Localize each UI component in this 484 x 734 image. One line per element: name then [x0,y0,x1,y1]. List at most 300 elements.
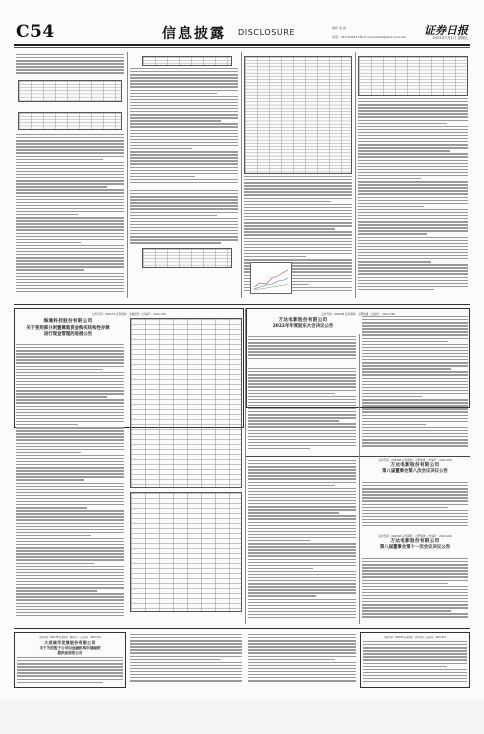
text-line [362,393,468,394]
notice-codes: 证券代码：002208 证券简称：合肥城建 公告编号：2022-038 [321,313,395,316]
text-line [248,488,356,489]
masthead-rule-thin [14,47,470,48]
text-line [358,107,468,108]
text-line [16,366,124,367]
text-line [16,362,124,363]
text-line [16,406,124,407]
text-line [248,592,356,593]
text-line [16,535,91,536]
column-rule [359,334,360,624]
text-line [16,72,124,73]
text-line [16,409,124,410]
text-line [358,249,468,250]
text-line [244,225,352,226]
text-line [358,212,468,213]
text-line [358,221,468,222]
text-line [16,223,124,224]
text-line [362,500,468,501]
text-line [248,665,356,666]
text-line [130,170,238,171]
text-line [130,142,238,143]
text-line [130,154,238,155]
text-line [363,675,467,676]
text-line [248,595,316,596]
text-line [358,264,468,265]
text-line [358,132,468,133]
text-line [130,105,238,106]
text-line [16,134,124,135]
text-line [16,529,124,530]
text-line [16,57,124,58]
text-line [16,239,124,240]
body-text [362,482,468,530]
text-line [16,359,124,360]
text-line [248,380,356,381]
text-line [16,177,124,178]
text-line [358,240,468,241]
body-text [130,68,238,188]
text-line [248,336,356,337]
text-line [16,544,124,545]
text-line [130,236,238,237]
text-line [16,390,124,391]
text-line [248,512,339,513]
text-line [362,558,468,559]
text-line [248,436,356,437]
text-line [358,150,450,151]
text-line [362,485,468,486]
text-line [16,476,124,477]
text-line [362,418,468,419]
text-line [358,255,468,256]
text-line [248,559,356,560]
body-text [16,344,124,622]
text-line [16,266,124,267]
notice-title: 第八届董事会第八次会议决议公告 [382,469,448,474]
text-line [358,187,468,188]
text-line [362,598,468,599]
text-line [248,668,356,669]
text-line [244,231,352,232]
text-line [248,408,356,409]
text-line [248,543,356,544]
text-line [16,208,124,209]
text-line [16,356,124,357]
text-line [362,436,468,437]
text-line [362,570,468,571]
text-line [248,546,356,547]
text-line [362,507,448,508]
text-line [358,101,468,102]
text-line [362,350,468,351]
text-line [16,526,124,527]
text-line [358,277,468,278]
text-line [358,126,468,127]
text-line [16,584,124,585]
text-line [16,196,124,197]
notice-title: 2022年年度股东大会决议公告 [272,324,334,329]
text-line [248,608,356,609]
text-line [248,602,356,603]
text-line [16,603,124,604]
text-line [130,224,238,225]
text-line [248,552,356,553]
text-line [244,241,352,242]
text-line [130,77,238,78]
text-line [248,534,356,535]
text-line [248,611,356,612]
text-line [16,470,124,471]
text-line [362,604,468,605]
text-line [16,63,124,64]
text-line [16,214,78,215]
text-line [248,515,356,516]
text-line [358,172,468,173]
text-line [130,190,238,191]
text-line [363,647,467,648]
text-line [248,565,356,566]
notice-wanfang-board8-body-right [360,480,470,532]
text-line [16,504,124,505]
text-line [16,615,124,616]
text-line [16,421,124,422]
text-line [17,672,123,673]
text-line [130,680,242,681]
text-line [16,54,124,55]
text-line [16,572,124,573]
text-line [16,507,87,508]
text-line [362,331,468,332]
text-line [16,226,124,227]
text-line [130,208,238,209]
text-line [16,612,124,613]
notice-title-line2: 进行现金管理的进展公告 [43,332,93,337]
text-line [16,69,124,70]
text-line [358,120,468,121]
text-line [248,617,356,618]
text-line [130,108,238,109]
text-line [362,334,468,335]
text-line [358,166,468,167]
text-line [358,218,468,219]
notice-wanfang-board11-head [360,534,470,554]
data-table [244,56,352,174]
text-line [362,399,468,400]
text-line [130,668,242,669]
notice-wanfang-board8-body-left [246,458,358,624]
text-line [16,276,124,277]
text-line [363,644,467,645]
text-line [130,205,238,206]
text-line [358,280,468,281]
column-rule [355,52,356,298]
structured-deposit-table [130,492,242,612]
text-line [130,677,242,678]
text-line [362,347,468,348]
text-line [16,369,103,370]
text-line [16,174,124,175]
text-line [16,458,124,459]
text-line [16,436,124,437]
text-line [363,663,467,664]
text-line [130,218,238,219]
text-line [358,113,468,114]
text-line [16,575,124,576]
text-line [16,372,124,373]
text-line [244,256,306,257]
text-line [17,682,103,683]
text-line [16,251,124,252]
text-line [17,679,123,680]
text-line [362,427,468,428]
text-line [16,189,124,190]
text-line [248,531,356,532]
text-line [248,348,356,349]
text-line [16,427,124,428]
text-line [16,229,124,230]
text-line [16,473,124,474]
text-line [248,640,356,641]
text-line [248,491,356,492]
text-line [130,671,242,672]
text-line [16,344,124,345]
text-line [16,498,124,499]
text-line [16,152,124,153]
body-text [363,641,467,685]
text-line [17,669,123,670]
data-table [18,80,122,102]
text-line [248,586,356,587]
text-line [16,461,124,462]
text-line [358,160,468,161]
text-line [362,497,468,498]
notice-company: 万达电影股份有限公司 [390,463,440,468]
text-line [16,599,124,600]
text-line [248,583,356,584]
text-line [248,414,356,415]
text-line [130,212,238,213]
text-line [248,506,356,507]
text-line [358,261,431,262]
text-line [248,399,356,400]
text-line [358,110,468,111]
text-line [362,595,468,596]
text-line [130,136,238,137]
text-line [363,678,467,679]
text-line [358,184,468,185]
text-line [130,90,238,91]
text-line [16,378,124,379]
text-line [362,408,468,409]
text-line [362,616,468,617]
text-line [358,270,468,271]
text-line [248,643,356,644]
text-line [248,589,356,590]
text-line [130,151,238,152]
text-line [248,652,356,653]
text-line [16,260,124,261]
text-line [16,569,124,570]
text-line [248,417,356,418]
text-line [358,203,468,204]
text-line [248,482,356,483]
text-line [362,402,468,403]
text-line [16,254,124,255]
text-line [362,494,468,495]
text-line [244,194,352,195]
text-line [130,227,238,228]
text-line [248,537,356,538]
text-line [16,233,124,234]
text-line [248,525,356,526]
text-line [16,269,84,270]
line-chart-graphic [251,263,291,293]
text-line [16,412,124,413]
text-line [16,279,124,280]
text-line [130,652,242,653]
text-line [244,176,352,177]
text-line [362,415,468,416]
text-line [248,568,313,569]
text-line [362,341,448,342]
text-line [248,577,356,578]
text-line [16,168,124,169]
text-line [362,513,468,514]
text-line [363,669,467,670]
text-line [16,186,107,187]
text-line [16,439,124,440]
text-line [362,607,468,608]
text-line [16,381,124,382]
notice-column-2 [128,52,240,298]
text-line [16,590,97,591]
text-line [362,525,468,526]
text-line [358,206,424,207]
text-line [130,93,217,94]
text-line [248,656,356,657]
text-line [16,396,107,397]
text-line [16,399,124,400]
text-line [130,126,238,127]
text-line [248,634,356,635]
text-line [130,117,238,118]
text-line [358,175,468,176]
text-line [130,173,238,174]
text-line [130,646,242,647]
text-line [358,227,468,228]
text-line [130,99,238,100]
text-line [362,396,422,397]
notice-wanfang-agm-body-right [360,314,470,454]
text-line [130,160,238,161]
notice-codes: 证券代码：002208 证券简称：合肥城建 公告编号：2022-040 [378,535,452,538]
text-line [16,489,124,490]
text-line [248,342,356,343]
text-line [358,230,468,231]
text-line [16,257,124,258]
text-line [244,179,352,180]
text-line [16,236,124,237]
text-line [130,199,238,200]
text-line [362,421,468,422]
text-line [362,576,468,577]
text-line [248,500,356,501]
text-line [248,390,356,391]
text-line [248,402,356,403]
text-line [358,289,434,290]
text-line [16,248,124,249]
text-line [16,171,124,172]
text-line [16,285,124,286]
text-line [16,353,124,354]
text-line [16,156,124,157]
text-line [358,147,468,148]
text-line [130,120,221,121]
text-line [130,656,242,657]
column-rule [127,52,128,298]
text-line [16,609,124,610]
text-line [244,204,352,205]
text-line [358,283,468,284]
text-line [16,486,124,487]
notice-title: 第八届董事会第十一次会议决议公告 [379,545,451,550]
text-line [130,179,238,180]
text-line [358,252,468,253]
text-line [16,217,124,218]
text-line [358,224,468,225]
text-line [248,383,356,384]
text-line [16,553,124,554]
text-line [248,549,356,550]
text-line [16,205,124,206]
text-line [244,247,352,248]
text-line [363,641,467,642]
text-line [362,319,468,320]
text-line [362,445,468,446]
text-line [16,273,124,274]
body-text [248,460,356,622]
text-line [358,273,468,274]
text-line [248,503,356,504]
text-line [362,322,468,323]
text-line [362,561,468,562]
text-line [16,384,124,385]
divider [246,456,470,457]
text-line [363,650,467,651]
text-line [248,433,356,434]
text-line [16,149,124,150]
text-line [362,586,468,587]
text-line [362,378,468,379]
text-line [16,375,124,376]
text-line [358,209,468,210]
text-line [362,491,468,492]
text-line [130,71,238,72]
text-line [248,442,356,443]
text-line [248,509,356,510]
text-line [362,433,468,434]
text-line [16,418,124,419]
text-line [16,162,124,163]
text-line [248,354,356,355]
text-line [16,559,124,560]
text-line [16,556,124,557]
text-line [248,562,356,563]
section-divider-bottom [14,628,470,629]
text-line [362,519,468,520]
text-line [248,339,356,340]
text-line [130,193,238,194]
